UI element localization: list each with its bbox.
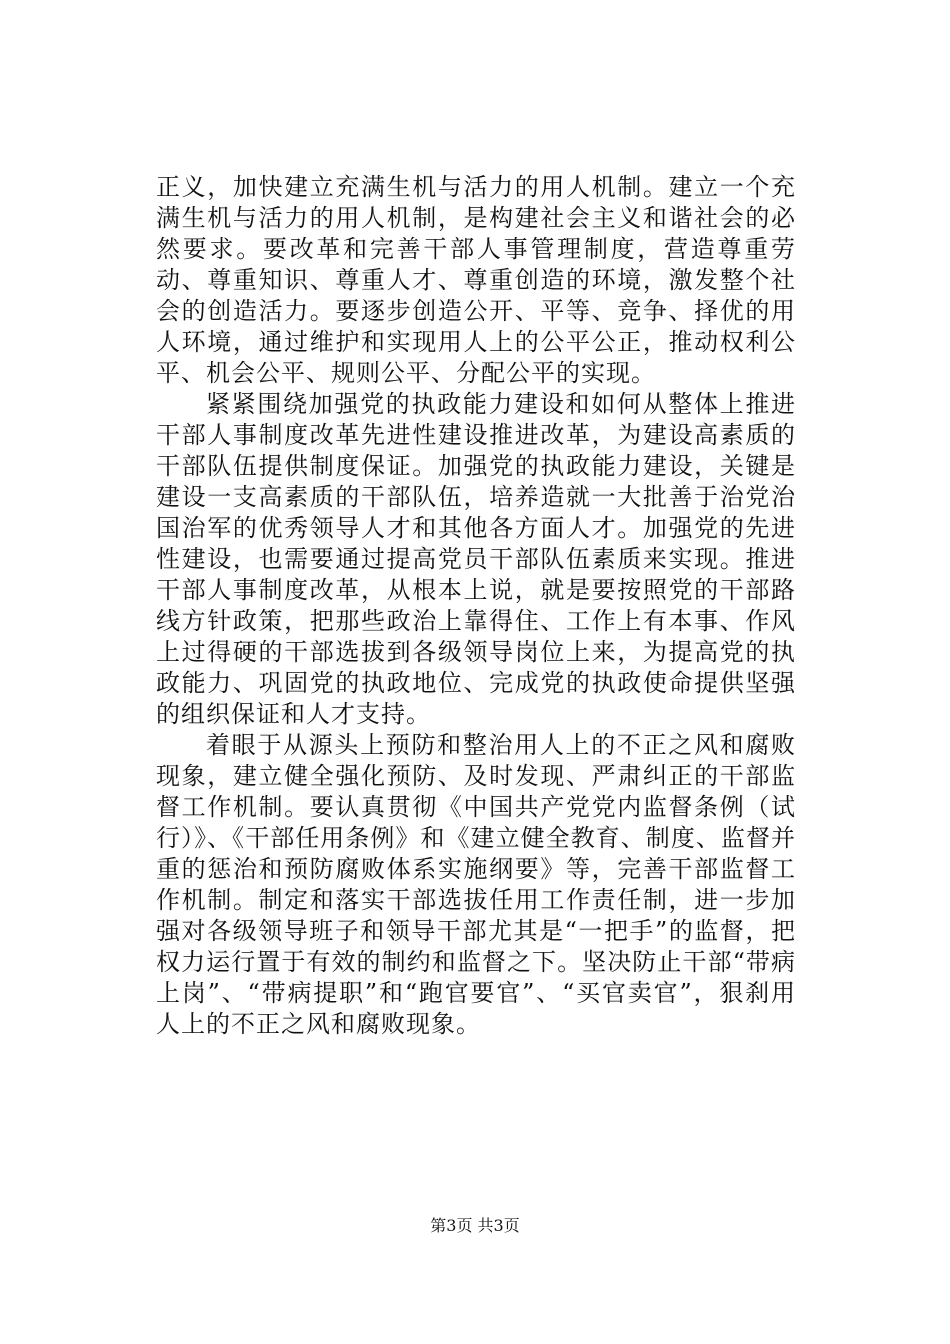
paragraph-3: 着眼于从源头上预防和整治用人上的不正之风和腐败现象，建立健全强化预防、及时发现、严肃纠正的干部监督工作机制。要认真贯彻《中国共产党党内监督条例（试行）》、《干部任用条例》和《建立健全教育、制度、监督并重的惩治和预防腐败体系实施纲要》等，完善干部监督工作机制。制定和落实干部选拔任用工作责任制，进一步加强对各级领导班子和领导干部尤其是“一把手”的监督，把权力运行置于有效的制约和监督之下。坚决防止干部“带病上岗”、“带病提职”和“跑官要官”、“买官卖官”，狠刹用人上的不正之风和腐败现象。 bbox=[156, 731, 796, 1038]
page-footer: 第3页 共3页 bbox=[430, 1216, 520, 1235]
paragraph-1: 正义，加快建立充满生机与活力的用人机制。建立一个充满生机与活力的用人机制，是构建社会主义和谐社会的必然要求。要改革和完善干部人事管理制度，营造尊重劳动、尊重知识、尊重人才、尊重创造的环境，激发整个社会的创造活力。要逐步创造公开、平等、竞争、择优的用人环境，通过维护和实现用人上的公平公正，推动权利公平、机会公平、规则公平、分配公平的实现。 bbox=[156, 173, 796, 387]
document-body bbox=[156, 172, 796, 1040]
paragraph-2: 紧紧围绕加强党的执政能力建设和如何从整体上推进干部人事制度改革先进性建设推进改革，为建设高素质的干部队伍提供制度保证。加强党的执政能力建设，关键是建设一支高素质的干部队伍，培养造就一大批善于治党治国治军的优秀领导人才和其他各方面人才。加强党的先进性建设，也需要通过提高党员干部队伍素质来实现。推进干部人事制度改革，从根本上说，就是要按照党的干部路线方针政策，把那些政治上靠得住、工作上有本事、作风上过得硬的干部选拔到各级领导岗位上来，为提高党的执政能力、巩固党的执政地位、完成党的执政使命提供坚强的组织保证和人才支持。 bbox=[156, 390, 796, 728]
